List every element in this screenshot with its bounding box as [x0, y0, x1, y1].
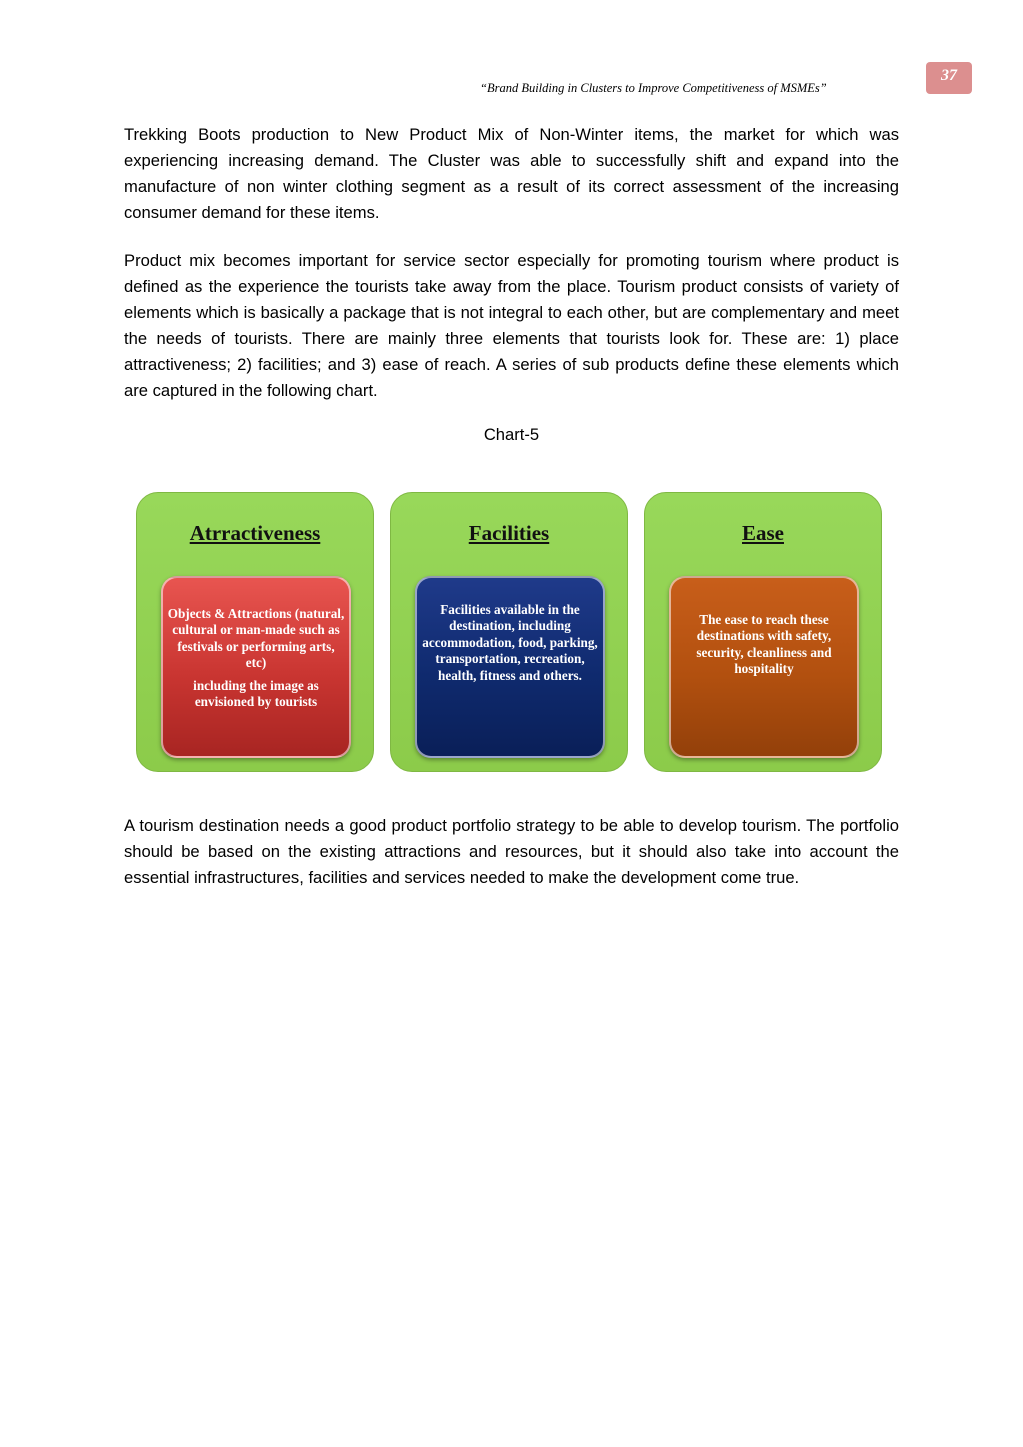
paragraph-2: Product mix becomes important for service sector especially for promoting tourism where product is defined as the experience the tourists take away from the place. Tourism product consists of variety of elements which is basically a package that is not integral to each other, but are complementary and meet the needs of tourists. There are mainly three elements that tourists look for. These are: 1) place attractiveness; 2) facilities; and 3) ease of reach. A series of sub products define these elements which are captured in the following chart. — [124, 251, 899, 400]
facilities-description-box — [415, 576, 605, 758]
facilities-text-1: Facilities available in the destination, including accommodation, food, parking, transportation, recreation, health, fitness and others. — [422, 602, 598, 683]
ease-description-box — [669, 576, 859, 758]
page-number-badge: 37 — [926, 62, 972, 94]
ease-text-1: The ease to reach these destinations with safety, security, cleanliness and hospitality — [696, 612, 832, 677]
paragraph-1: Trekking Boots production to New Product Mix of Non-Winter items, the market for which was experiencing increasing demand. The Cluster was able to successfully shift and expand into the manufacture of non winter clothing segment as a result of its correct assessment of the increasing consumer demand for these items. — [124, 125, 899, 222]
panel-attractiveness — [136, 492, 374, 772]
panel-title-attractiveness: Atrractiveness — [189, 521, 321, 545]
panel-facilities — [390, 492, 628, 772]
attractiveness-text-1: Objects & Attractions (natural, cultural or man-made such as festivals or performing arts, etc) — [167, 606, 345, 671]
running-header: “Brand Building in Clusters to Improve Competitiveness of MSMEs” — [480, 81, 827, 95]
panel-title-ease: Ease — [742, 521, 784, 545]
attractiveness-text-2: including the image as envisioned by tourists — [193, 677, 319, 710]
chart-label: Chart-5 — [483, 425, 540, 444]
paragraph-3: A tourism destination needs a good product portfolio strategy to be able to develop tourism. The portfolio should be based on the existing attractions and resources, but it should also take into account the essential infrastructures, facilities and services needed to make the development come true. — [124, 816, 899, 887]
attractiveness-description-box — [161, 576, 351, 758]
panel-title-facilities: Facilities — [468, 521, 550, 545]
panel-ease — [644, 492, 882, 772]
